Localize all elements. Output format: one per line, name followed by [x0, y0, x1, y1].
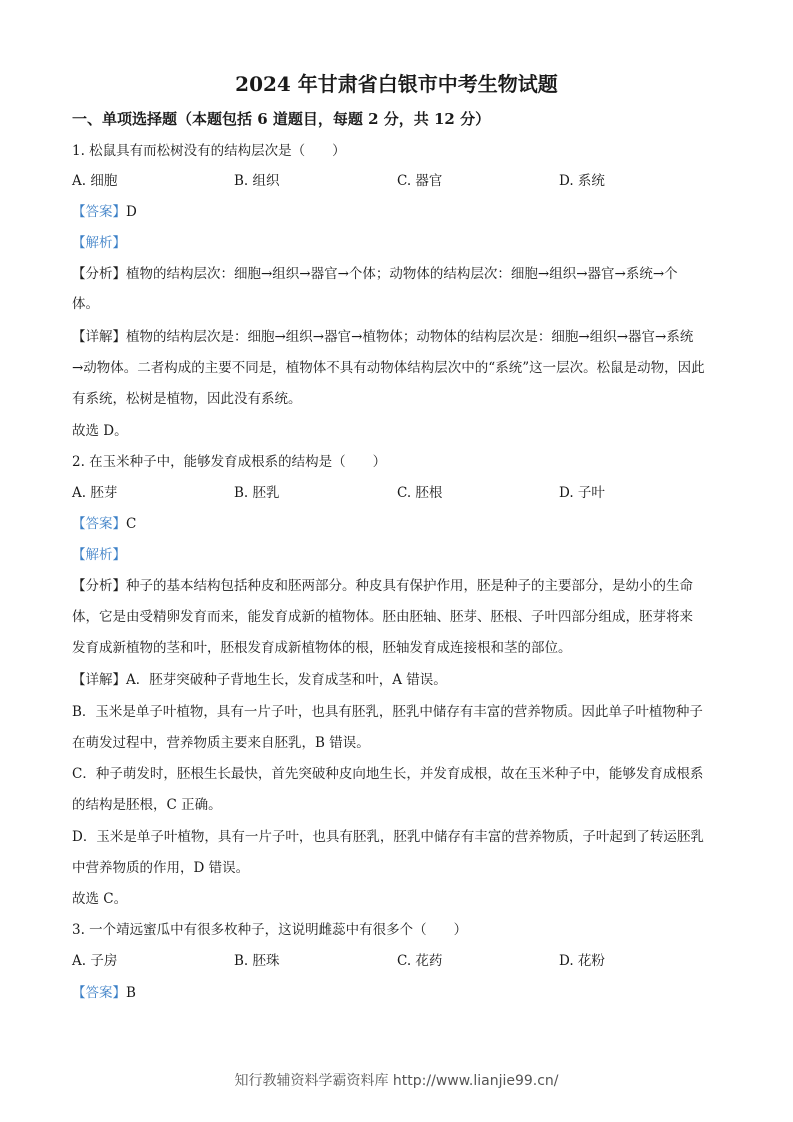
xiangjie-tag: 【详解】 [72, 329, 126, 345]
question-1-xiangjie-cont-2: 有系统，松树是植物，因此没有系统。 [72, 391, 302, 407]
option-b: B. 胚乳 [234, 485, 280, 501]
option-d: D. 花粉 [559, 953, 605, 969]
answer-value: C [126, 516, 137, 532]
answer-value: D [126, 204, 137, 220]
option-c: C. 花药 [397, 953, 443, 969]
question-1-conclusion: 故选 D。 [72, 423, 128, 439]
question-1-answer [72, 203, 137, 221]
question-2-analysis-tag: 【解析】 [72, 547, 126, 563]
question-2-point-b-cont: 在萌发过程中，营养物质主要来自胚乳，B 错误。 [72, 735, 370, 751]
footer-watermark: 知行教辅资料学霸资料库 http://www.lianjie99.cn/ [234, 1073, 559, 1089]
option-d: D. 子叶 [559, 485, 605, 501]
question-1-xiangjie-cont-1: →动物体。二者构成的主要不同是，植物体不具有动物体结构层次中的“系统”这一层次。松鼠是动物，因此 [72, 360, 705, 376]
option-a: A. 子房 [72, 953, 118, 969]
question-1-fenxi-cont: 体。 [72, 296, 99, 312]
fenxi-text: 植物的结构层次：细胞→组织→器官→个体；动物体的结构层次：细胞→组织→器官→系统→个 [126, 266, 678, 282]
question-2-fenxi-cont-2: 发育成新植物的茎和叶，胚根发育成新植物体的根，胚轴发育成连接根和茎的部位。 [72, 640, 572, 656]
question-1-analysis-tag: 【解析】 [72, 235, 126, 251]
option-d: D. 系统 [559, 173, 605, 189]
question-2-point-c-cont: 的结构是胚根，C 正确。 [72, 797, 222, 813]
question-2-answer [72, 515, 136, 533]
fenxi-tag: 【分析】 [72, 578, 126, 594]
question-1-xiangjie [72, 328, 693, 346]
question-2-point-b: B．玉米是单子叶植物，具有一片子叶，也具有胚乳，胚乳中储存有丰富的营养物质。因此单子叶植物种子 [72, 704, 703, 720]
xiangjie-text: A．胚芽突破种子背地生长，发育成茎和叶，A 错误。 [126, 672, 447, 688]
question-2-point-c: C．种子萌发时，胚根生长最快，首先突破种皮向地生长，并发育成根，故在玉米种子中，能够发育成根系 [72, 766, 704, 782]
question-2-point-d-cont: 中营养物质的作用，D 错误。 [72, 860, 250, 876]
option-c: C. 胚根 [397, 485, 443, 501]
answer-value: B [126, 985, 136, 1001]
question-2-xiangjie [72, 671, 447, 689]
option-b: B. 胚珠 [234, 953, 280, 969]
question-2-conclusion: 故选 C。 [72, 891, 128, 907]
question-1-stem: 1. 松鼠具有而松树没有的结构层次是（ ） [72, 143, 346, 159]
question-3-answer [72, 984, 136, 1002]
question-2-fenxi-cont-1: 体，它是由受精卵发育而来，能发育成新的植物体。胚由胚轴、胚芽、胚根、子叶四部分组成，胚芽将来 [72, 609, 693, 625]
option-c: C. 器官 [397, 173, 443, 189]
xiangjie-text: 植物的结构层次是：细胞→组织→器官→植物体；动物体的结构层次是：细胞→组织→器官→系统 [126, 329, 694, 345]
section-heading: 一、单项选择题（本题包括 6 道题目，每题 2 分，共 12 分） [72, 110, 491, 128]
question-2-stem: 2. 在玉米种子中，能够发育成根系的结构是（ ） [72, 454, 387, 470]
question-2-point-d: D．玉米是单子叶植物，具有一片子叶，也具有胚乳，胚乳中储存有丰富的营养物质，子叶起到了转运胚乳 [72, 829, 704, 845]
question-3-stem: 3. 一个靖远蜜瓜中有很多枚种子，这说明雌蕊中有很多个（ ） [72, 922, 468, 938]
answer-tag: 【答案】 [72, 985, 126, 1001]
question-1-fenxi [72, 265, 678, 283]
fenxi-text: 种子的基本结构包括种皮和胚两部分。种皮具有保护作用，胚是种子的主要部分，是幼小的生命 [126, 578, 693, 594]
xiangjie-tag: 【详解】 [72, 672, 126, 688]
answer-tag: 【答案】 [72, 516, 126, 532]
question-2-fenxi [72, 577, 693, 595]
fenxi-tag: 【分析】 [72, 266, 126, 282]
option-a: A. 细胞 [72, 173, 118, 189]
option-a: A. 胚芽 [72, 485, 118, 501]
page-title: 2024 年甘肃省白银市中考生物试题 [235, 72, 558, 96]
option-b: B. 组织 [234, 173, 280, 189]
answer-tag: 【答案】 [72, 204, 126, 220]
